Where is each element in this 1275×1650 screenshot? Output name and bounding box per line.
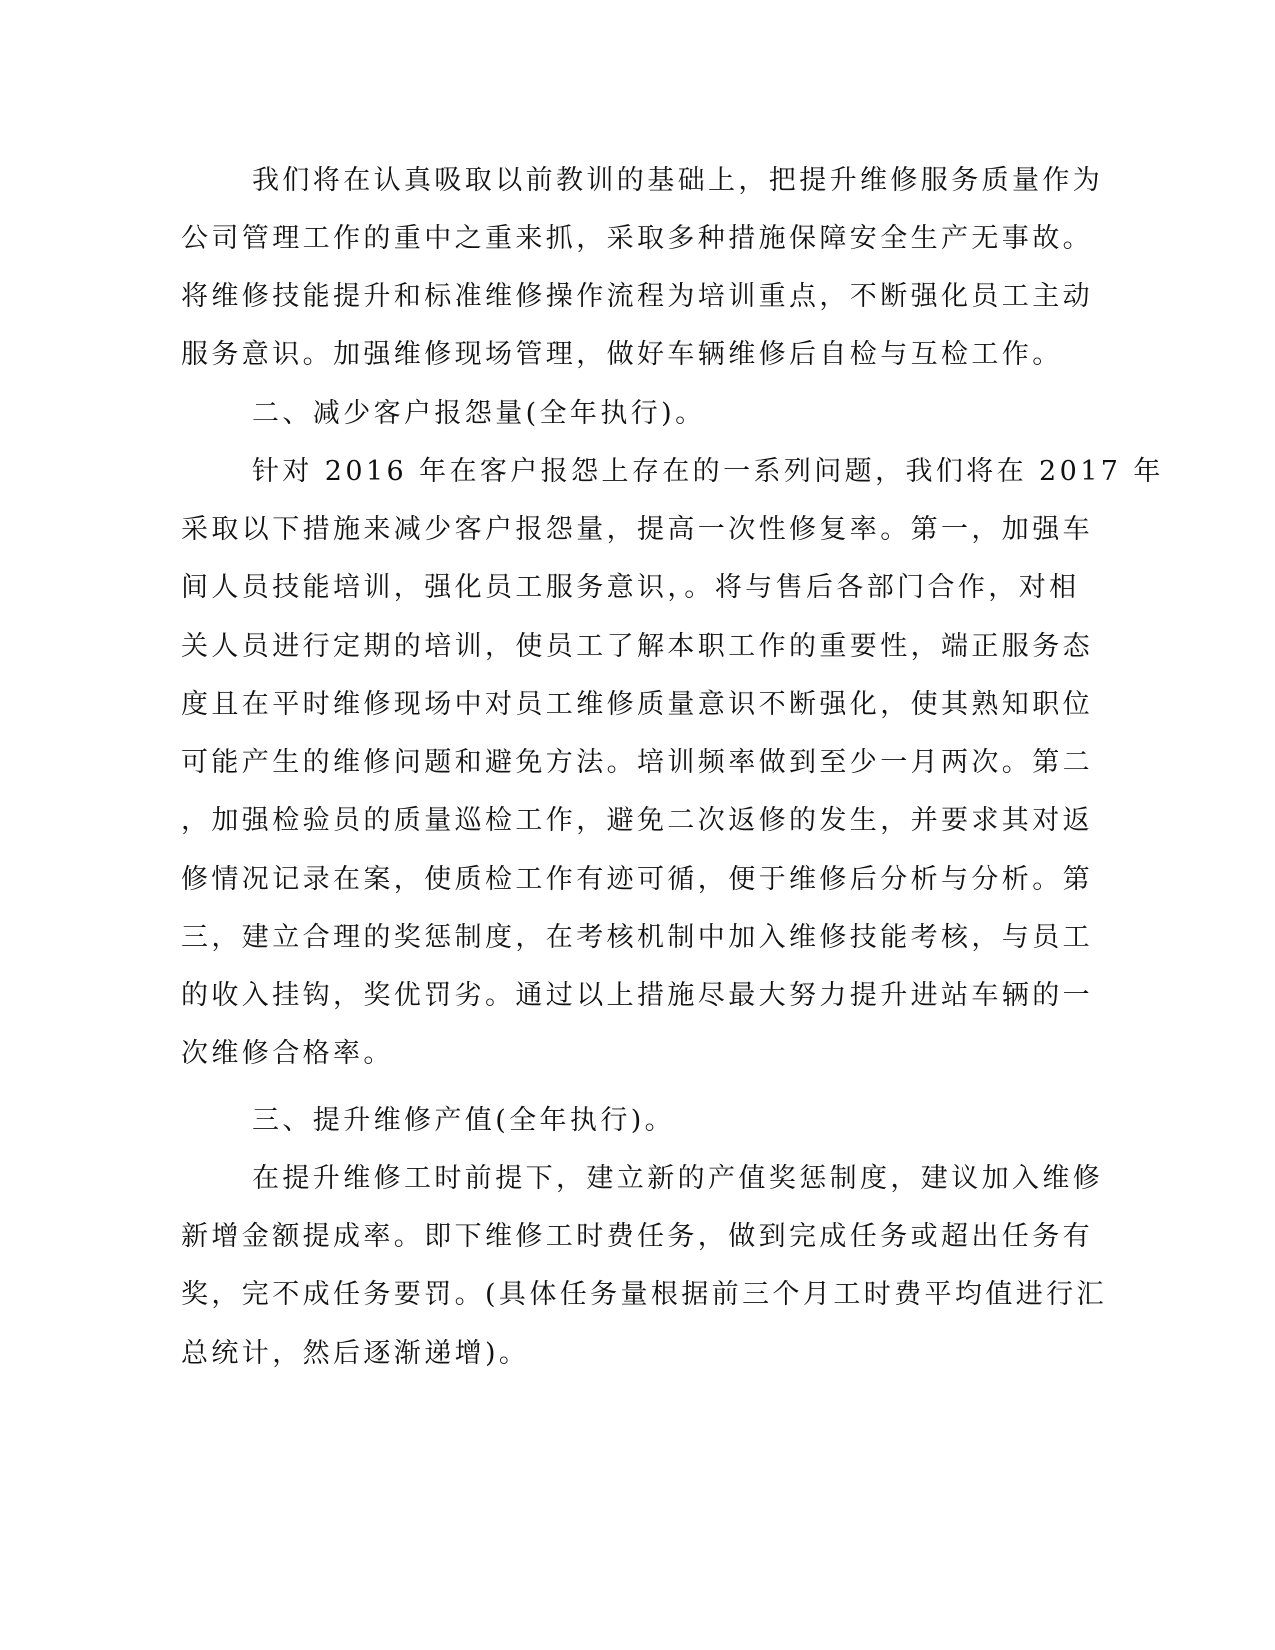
paragraph-2-line-9: 三，建立合理的奖惩制度，在考核机制中加入维修技能考核，与员工 [181, 922, 1093, 953]
paragraph-2-line-5: 度且在平时维修现场中对员工维修质量意识不断强化，使其熟知职位 [181, 689, 1093, 720]
section-heading-2: 二、减少客户报怨量(全年执行)。 [252, 398, 706, 429]
paragraph-3-line-2: 新增金额提成率。即下维修工时费任务，做到完成任务或超出任务有 [181, 1221, 1093, 1252]
paragraph-1-line-3: 将维修技能提升和标准维修操作流程为培训重点，不断强化员工主动 [181, 281, 1093, 312]
paragraph-2-line-10: 的收入挂钩，奖优罚劣。通过以上措施尽最大努力提升进站车辆的一 [181, 980, 1093, 1011]
paragraph-2-line-8: 修情况记录在案，使质检工作有迹可循，便于维修后分析与分析。第 [181, 864, 1093, 895]
paragraph-3-line-3: 奖，完不成任务要罚。(具体任务量根据前三个月工时费平均值进行汇 [181, 1279, 1107, 1310]
paragraph-2-line-4: 关人员进行定期的培训，使员工了解本职工作的重要性，端正服务态 [181, 631, 1093, 662]
paragraph-2-line-6: 可能产生的维修问题和避免方法。培训频率做到至少一月两次。第二 [181, 747, 1093, 778]
paragraph-1-line-1: 我们将在认真吸取以前教训的基础上，把提升维修服务质量作为 [252, 165, 1104, 196]
section-heading-3: 三、提升维修产值(全年执行)。 [252, 1105, 676, 1136]
paragraph-2-line-3: 间人员技能培训，强化员工服务意识，。将与售后各部门合作，对相 [181, 572, 1080, 603]
paragraph-2-line-11: 次维修合格率。 [181, 1038, 394, 1069]
paragraph-2-line-2: 采取以下措施来减少客户报怨量，提高一次性修复率。第一，加强车 [181, 514, 1093, 545]
paragraph-2-line-7: ，加强检验员的质量巡检工作，避免二次返修的发生，并要求其对返 [181, 805, 1093, 836]
paragraph-1-line-2: 公司管理工作的重中之重来抓，采取多种措施保障安全生产无事故。 [181, 223, 1093, 254]
paragraph-1-line-4: 服务意识。加强维修现场管理，做好车辆维修后自检与互检工作。 [181, 339, 1063, 370]
paragraph-2-line-1: 针对 2016 年在客户报怨上存在的一系列问题，我们将在 2017 年 [252, 456, 1164, 487]
paragraph-3-line-4: 总统计，然后逐渐递增)。 [181, 1338, 530, 1369]
paragraph-3-line-1: 在提升维修工时前提下，建立新的产值奖惩制度，建议加入维修 [252, 1163, 1104, 1194]
